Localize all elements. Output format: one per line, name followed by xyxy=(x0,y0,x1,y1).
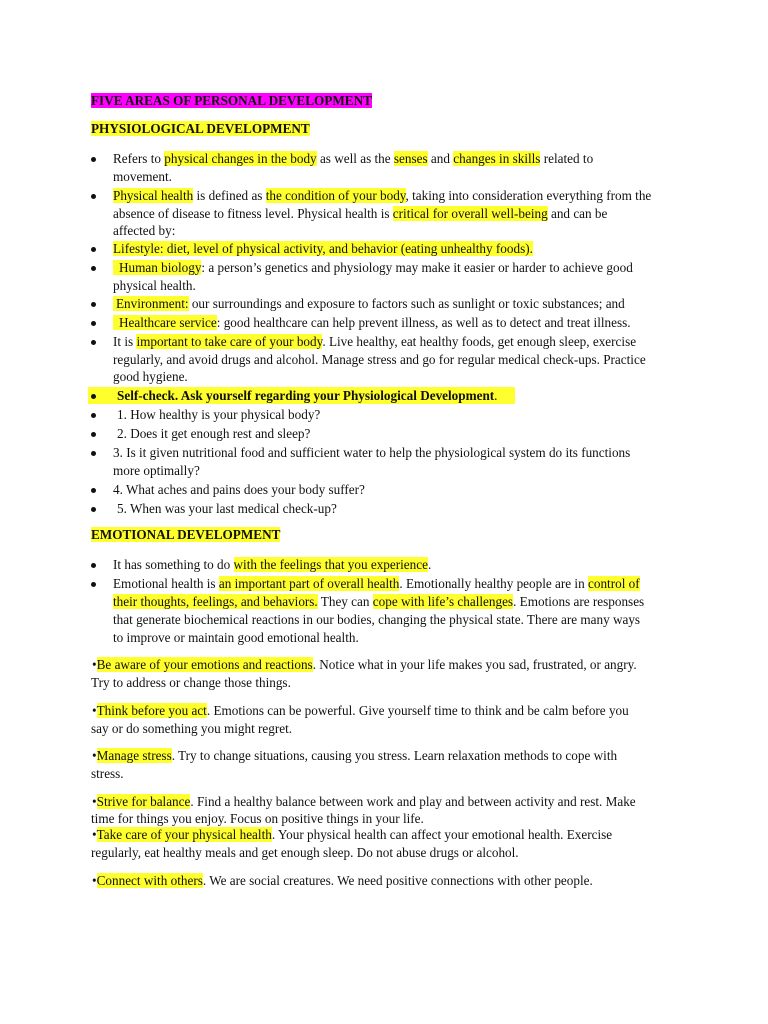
bullet-dot xyxy=(91,432,96,437)
emo-bullet-2: Emotional health is an important part of overall health. Emotionally healthy people are in control of xyxy=(113,576,640,591)
physio-bullet-4: Human biology: a person’s genetics and physiology may make it easier or harder to achieve good xyxy=(113,259,633,276)
physio-bullet-2-cont2: affected by: xyxy=(113,223,176,238)
question-5: 5. When was your last medical check-up? xyxy=(117,501,337,516)
bullet-dot xyxy=(91,302,96,307)
physio-bullet-1-cont: movement. xyxy=(113,169,172,184)
bullet-dot xyxy=(91,582,96,587)
bullet-dot xyxy=(91,563,96,568)
physio-bullet-1: Refers to physical changes in the body as well as the senses and changes in skills related to xyxy=(113,151,594,166)
bullet-dot xyxy=(91,321,96,326)
physio-bullet-7-cont: regularly, and avoid drugs and alcohol. Manage stress and go for regular medical check-ups. Practice xyxy=(113,352,646,367)
question-3-cont: more optimally? xyxy=(113,463,200,478)
question-4: 4. What aches and pains does your body suffer? xyxy=(113,482,365,497)
emo-tip-1-cont: Try to address or change those things. xyxy=(91,675,291,690)
bullet-dot xyxy=(91,194,96,199)
emo-tip-4-cont: time for things you enjoy. Focus on positive things in your life. xyxy=(91,811,424,826)
bullet-dot xyxy=(91,488,96,493)
emo-tip-6: •Connect with others. We are social creatures. We need positive connections with other people. xyxy=(92,873,593,888)
section-heading-physiological: PHYSIOLOGICAL DEVELOPMENT xyxy=(91,121,310,136)
emo-tip-3-cont: stress. xyxy=(91,766,124,781)
emo-bullet-1: It has something to do with the feelings that you experience. xyxy=(113,557,432,572)
physio-bullet-5: Environment: our surroundings and exposure to factors such as sunlight or toxic substances; and xyxy=(113,295,625,312)
emo-tip-5: •Take care of your physical health. Your physical health can affect your emotional health. Exercise xyxy=(92,827,613,842)
question-1: 1. How healthy is your physical body? xyxy=(117,407,321,422)
emo-bullet-2-cont2: that generate biochemical reactions in our bodies, changing the physical state. There are many ways xyxy=(113,612,641,627)
bullet-dot xyxy=(91,247,96,252)
emo-tip-2: •Think before you act. Emotions can be powerful. Give yourself time to think and be calm before you xyxy=(92,703,629,718)
bullet-dot xyxy=(91,157,96,162)
emo-tip-4: •Strive for balance. Find a healthy balance between work and play and between activity and rest. Make xyxy=(92,794,636,809)
question-3: 3. Is it given nutritional food and sufficient water to help the physiological system do its functions xyxy=(113,445,631,460)
physio-bullet-4-cont: physical health. xyxy=(113,278,196,293)
section-heading-emotional: EMOTIONAL DEVELOPMENT xyxy=(91,527,281,542)
emo-tip-2-cont: say or do something you might regret. xyxy=(91,721,293,736)
bullet-dot xyxy=(91,266,96,271)
question-2: 2. Does it get enough rest and sleep? xyxy=(117,426,311,441)
bullet-dot xyxy=(91,394,96,399)
physio-bullet-2-cont: absence of disease to fitness level. Physical health is critical for overall well-being and can be xyxy=(113,206,608,221)
emo-tip-5-cont: regularly, eat healthy meals and get enough sleep. Do not abuse drugs or alcohol. xyxy=(91,845,519,860)
physio-bullet-7-cont2: good hygiene. xyxy=(113,369,188,384)
emo-tip-3: •Manage stress. Try to change situations, causing you stress. Learn relaxation methods to cope with xyxy=(92,748,618,763)
emo-tip-1: •Be aware of your emotions and reactions. Notice what in your life makes you sad, frustrated, or angry. xyxy=(92,657,637,672)
emo-bullet-2-cont: their thoughts, feelings, and behaviors. They can cope with life’s challenges. Emotions are responses xyxy=(113,594,645,609)
bullet-dot xyxy=(91,451,96,456)
bullet-dot xyxy=(91,413,96,418)
physio-bullet-2: Physical health is defined as the condition of your body, taking into consideration everything from the xyxy=(113,188,652,203)
document-title: FIVE AREAS OF PERSONAL DEVELOPMENT xyxy=(91,93,372,108)
emo-bullet-2-cont3: to improve or maintain good emotional health. xyxy=(113,630,359,645)
physio-bullet-7: It is important to take care of your body. Live healthy, eat healthy foods, get enough sleep, exercise xyxy=(113,334,637,349)
bullet-dot xyxy=(91,340,96,345)
physio-bullet-6: Healthcare service: good healthcare can help prevent illness, as well as to detect and treat illness. xyxy=(113,314,631,331)
physio-bullet-3: Lifestyle: diet, level of physical activity, and behavior (eating unhealthy foods). xyxy=(113,241,533,256)
physio-self-check: Self-check. Ask yourself regarding your Physiological Development. xyxy=(117,388,498,403)
bullet-dot xyxy=(91,507,96,512)
